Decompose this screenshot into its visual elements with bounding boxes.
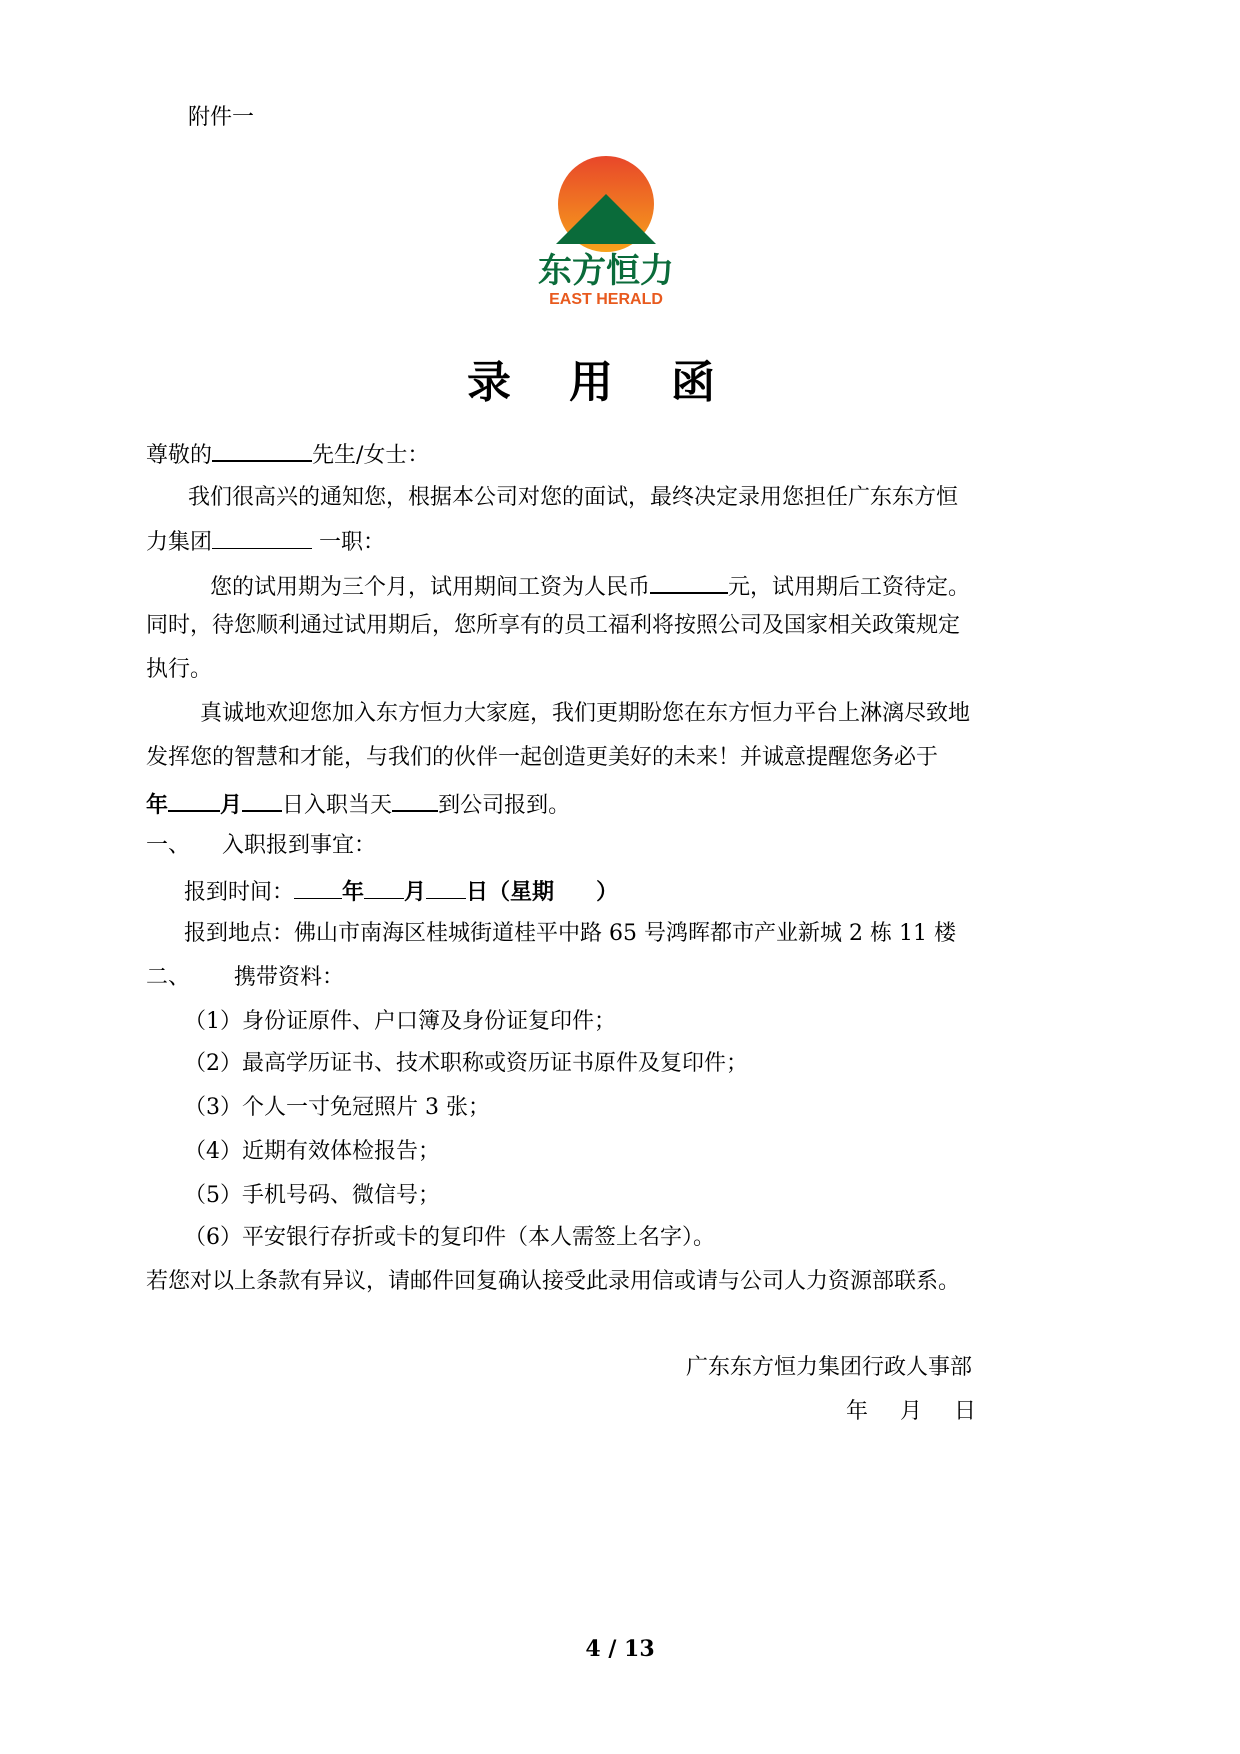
company-logo [538,158,718,340]
date-month-blank[interactable] [242,788,282,812]
para2-line3: 执行。 [146,657,213,682]
para3-line3 [146,788,570,820]
logo-en-text: EAST HERALD [549,291,663,308]
para2-line1 [210,570,970,602]
para2-line1-prefix: 您的试用期为三个月，试用期间工资为人民币 [210,575,651,600]
position-blank[interactable] [212,526,312,549]
report-year-label: 年 [342,879,365,905]
materials-item: （5）手机号码、微信号； [184,1183,440,1208]
greeting-line [146,438,429,470]
salary-blank[interactable] [650,570,728,594]
time-blank[interactable] [392,788,438,812]
date-year-label: 年 [146,792,169,818]
name-blank[interactable] [212,438,312,462]
report-day-blank[interactable] [426,876,466,899]
report-year-blank[interactable] [294,876,342,899]
para1-line2 [146,526,385,557]
report-place-value: 佛山市南海区桂城街道桂平中路 65 号鸿晖都市产业新城 2 栋 11 楼 [294,921,956,946]
page-number: 4 / 13 [585,1636,655,1662]
materials-item: （6）平安银行存折或卡的复印件（本人需签上名字）。 [184,1225,715,1250]
greeting-prefix: 尊敬的 [146,443,213,468]
signature-month: 月 [900,1399,923,1424]
report-time-line [184,876,618,907]
date-mid-text: 入职当天 [304,793,393,818]
para1-line1: 我们很高兴的通知您，根据本公司对您的面试，最终决定录用您担任广东东方恒 [188,485,959,510]
greeting-suffix: 先生/女士： [312,443,430,468]
signature-day: 日 [954,1399,977,1424]
date-month-label: 月 [220,792,243,818]
signature-department: 广东东方恒力集团行政人事部 [686,1355,973,1380]
para2-line1-suffix: 元，试用期后工资待定。 [728,575,971,600]
materials-item: （4）近期有效体检报告； [184,1139,440,1164]
report-month-blank[interactable] [364,876,404,899]
report-place-label: 报到地点： [184,921,295,946]
report-month-label: 月 [404,879,427,905]
para2-line2: 同时，待您顺利通过试用期后，您所享有的员工福利将按照公司及国家相关政策规定 [146,613,961,638]
signature-year: 年 [846,1399,869,1424]
para1-line2-suffix: 一职： [312,530,386,555]
closing-text: 若您对以上条款有异议，请邮件回复确认接受此录用信或请与公司人力资源部联系。 [146,1269,961,1294]
para3-line2: 发挥您的智慧和才能，与我们的伙伴一起创造更美好的未来！并诚意提醒您务必于 [146,745,939,770]
report-day-label: 日（星期 [466,879,555,905]
para3-line1: 真诚地欢迎您加入东方恒力大家庭，我们更期盼您在东方恒力平台上淋漓尽致地 [200,701,971,726]
annex-label: 附件一 [188,105,255,130]
report-place-line [184,920,956,948]
section1-heading: 入职报到事宜： [222,833,377,858]
section2-heading: 携带资料： [234,965,345,990]
materials-item: （2）最高学历证书、技术职称或资历证书原件及复印件； [184,1051,748,1076]
section2-number: 二、 [146,965,191,990]
para1-line2-prefix: 力集团 [146,530,213,555]
logo-cn-text: 东方恒力 [538,251,674,291]
materials-item: （1）身份证原件、户口簿及身份证复印件； [184,1009,616,1034]
section1-number: 一、 [146,833,191,858]
materials-item: （3）个人一寸免冠照片 3 张； [184,1095,490,1120]
signature-date-line [846,1398,976,1426]
page-title: 录用函 [467,357,773,408]
date-year-blank[interactable] [168,788,220,812]
date-end-text: 到公司报到。 [438,793,571,818]
date-day-label: 日 [282,793,305,818]
report-time-label: 报到时间： [184,880,295,905]
report-close-paren: ） [596,879,619,905]
